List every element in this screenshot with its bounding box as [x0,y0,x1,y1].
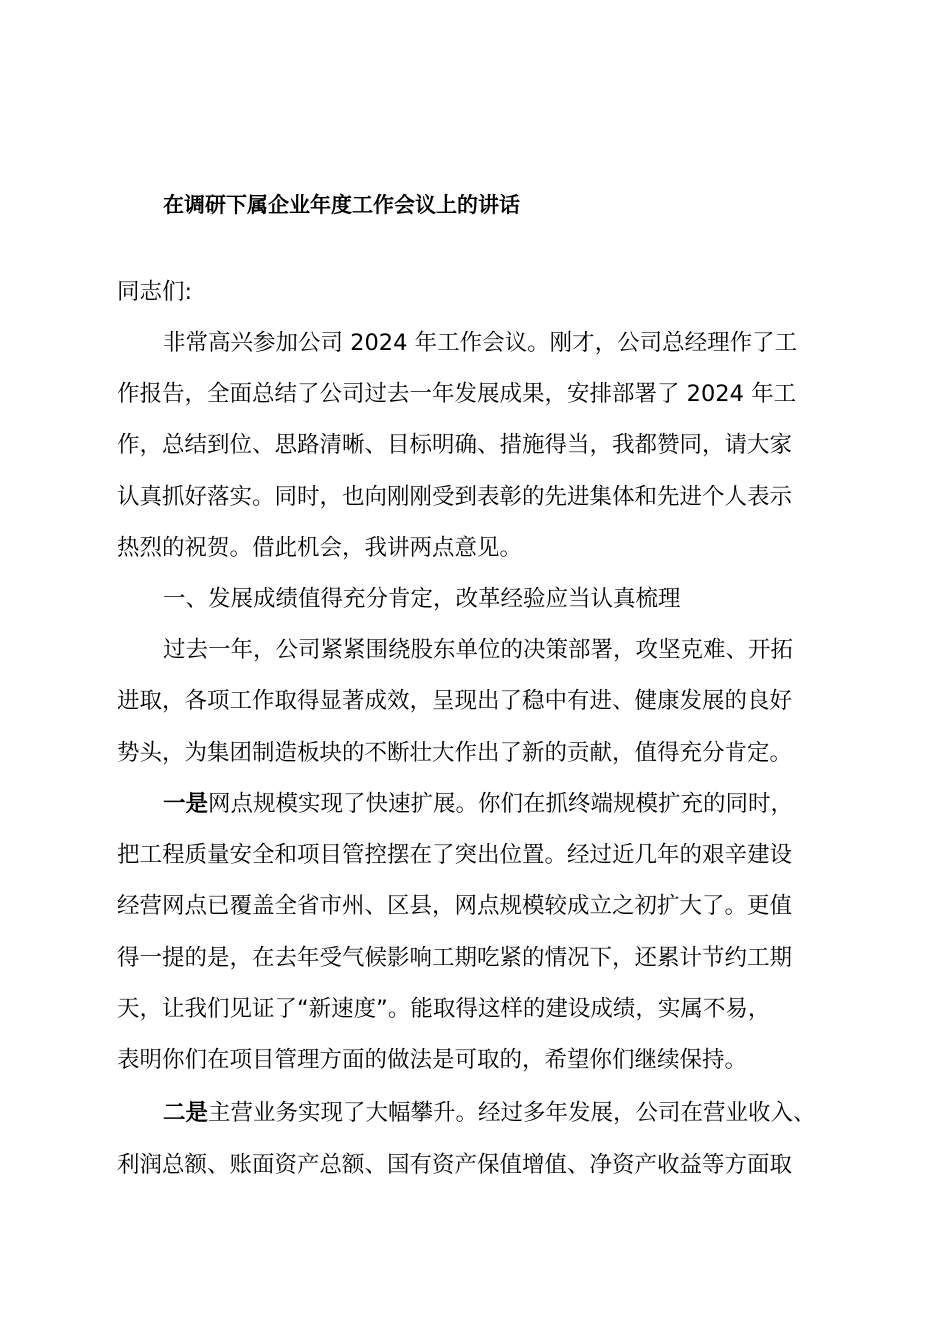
paragraph-1-line-1: 非常高兴参加公司 2024 年工作会议。刚才，公司总经理作了工 [163,330,798,356]
point-two-lead: 二是 [163,1100,209,1126]
section-heading-1: 一、发展成绩值得充分肯定，改革经验应当认真梳理 [163,586,681,612]
paragraph-2-line-2: 进取，各项工作取得显著成效，呈现出了稳中有进、健康发展的良好 [117,688,793,714]
paragraph-1-line-2: 作报告，全面总结了公司过去一年发展成果，安排部署了 2024 年工 [117,381,797,407]
point-one-lead: 一是 [163,791,209,817]
point-two-text: 主营业务实现了大幅攀升。经过多年发展，公司在营业收入、 [208,1100,816,1126]
document-title: 在调研下属企业年度工作会议上的讲话 [163,193,520,217]
paragraph-2-line-1: 过去一年，公司紧紧围绕股东单位的决策部署，攻坚克难、开拓 [163,637,794,663]
salutation: 同志们: [117,279,193,305]
paragraph-3-line-6: 表明你们在项目管理方面的做法是可取的，希望你们继续保持。 [117,1047,748,1073]
paragraph-3-line-4: 得一提的是，在去年受气候影响工期吃紧的情况下，还累计节约工期 [117,945,793,971]
paragraph-3-line-2: 把工程质量安全和项目管控摆在了突出位置。经过近几年的艰辛建设 [117,842,793,868]
paragraph-2-line-3: 势头，为集团制造板块的不断壮大作出了新的贡献，值得充分肯定。 [117,740,793,766]
paragraph-3-line-1 [163,788,793,820]
paragraph-3-line-5: 天，让我们见证了“新速度”。能取得这样的建设成绩，实属不易， [117,996,771,1022]
paragraph-1-line-3: 作，总结到位、思路清晰、目标明确、措施得当，我都赞同，请大家 [117,432,793,458]
paragraph-3-line-3: 经营网点已覆盖全省市州、区县，网点规模较成立之初扩大了。更值 [117,893,793,919]
paragraph-1-line-5: 热烈的祝贺。借此机会，我讲两点意见。 [117,535,523,561]
paragraph-1-line-4: 认真抓好落实。同时，也向刚刚受到表彰的先进集体和先进个人表示 [117,484,793,510]
paragraph-4-line-2: 利润总额、账面资产总额、国有资产保值增值、净资产收益等方面取 [117,1152,793,1178]
point-one-text: 网点规模实现了快速扩展。你们在抓终端规模扩充的同时， [208,791,794,817]
paragraph-4-line-1 [163,1097,816,1129]
